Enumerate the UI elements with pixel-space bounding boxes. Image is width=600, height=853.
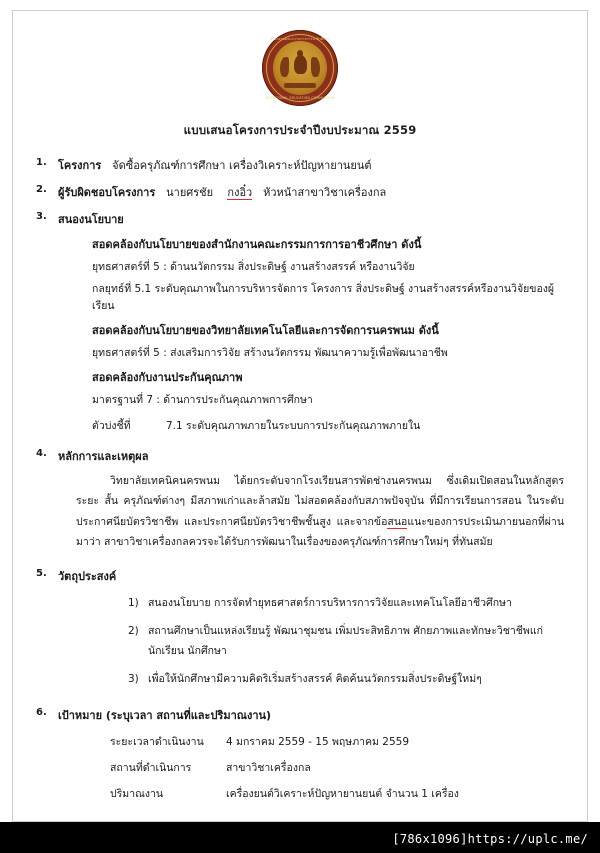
seal-top-text: สำนักงานคณะกรรมการการอาชีวศึกษา [270,37,330,41]
policy-3-indicator-key: ตัวบ่งชี้ที่ [92,420,131,432]
policy-2-strategy: ยุทธศาสตร์ที่ 5 : ส่งเสริมการวิจัย สร้างนวัตกรรม พัฒนาความรู้เพื่อพัฒนาอาชีพ [92,347,448,359]
section-3 [36,210,566,228]
target-row-key: ระยะเวลาดำเนินงาน [110,735,204,748]
footer-watermark-bar [0,822,600,853]
objective-marker: 1) [128,596,139,609]
section-4 [36,447,566,465]
policy-3-indicator [92,417,566,434]
policy-1-tactic: กลยุทธ์ที่ 5.1 ระดับคุณภาพในการบริหารจัดการ โครงการ สิ่งประดิษฐ์ งานสร้างสรรค์หรืองานวิจัยของผู้เรียน [92,283,555,312]
objective-text: สนองนโยบาย การจัดทำยุทธศาสตร์การบริหารการวิจัยและเทคโนโลยีอาชีวศึกษา [148,596,512,609]
vocational-education-seal-icon [262,30,338,106]
policy-3-indicator-value: 7.1 ระดับคุณภาพภายในระบบการประกันคุณภาพภายใน [166,420,421,432]
target-row [110,785,566,802]
objective-item [128,622,558,661]
rationale-line-4: สาขาวิชาเครื่องกลควรจะได้รับการพัฒนาในเรื่องของครุภัณฑ์การศึกษาใหม่ๆ ที่ทันสมัย [103,536,493,549]
section-1 [36,156,566,174]
footer-dimensions: [786x1096] [392,832,468,846]
objective-item [128,670,558,689]
section-1-number: 1. [36,157,47,168]
seal-center-figure [294,55,307,74]
footer-watermark-text [392,832,588,846]
rationale-misspelled-word: สนอ [387,515,408,528]
section-2 [36,183,566,201]
section-2-label: ผู้รับผิดชอบโครงการ [58,186,156,199]
section-6 [36,706,566,724]
rationale-line-3c: แนะของการประเมินภายนอกที่ผ่านมาว่า [76,515,564,549]
section-5-heading: วัตถุประสงค์ [58,569,117,583]
logo-container [0,30,600,106]
page-title: แบบเสนอโครงการประจำปีงบประมาณ 2559 [183,123,417,137]
objective-item [128,594,558,613]
objective-text: สถานศึกษาเป็นแหล่งเรียนรู้ พัฒนาชุมชน เพิ่มประสิทธิภาพ ศักยภาพและทักษะวิชาชีพแก่นักเรียน นักศึกษา [148,625,543,657]
target-row-value: 4 มกราคม 2559 - 15 พฤษภาคม 2559 [226,735,410,748]
responsible-person-lastname: กงอิ๋ว [227,186,253,199]
policy-2-label: สอดคล้องกับนโยบายของวิทยาลัยเทคโนโลยีและการจัดการนครพนม ดังนี้ [92,324,439,337]
rationale-line-2: สั้น ครุภัณฑ์ต่างๆ มีสภาพเก่าและล้าสมัย ไม่สอดคล้องกับสภาพปัจจุบัน ที่มีการเรียนการสอน ในระดับ [104,495,564,508]
rationale-line-3a: ประกาศนียบัตรวิชาชีพ และประกาศนียบัตรวิชาชีพชั้นสูง และจากข้อ [76,515,388,528]
target-row-key: สถานที่ดำเนินการ [110,761,192,774]
seal-left-wing [280,57,289,77]
section-1-value: จัดซื้อครุภัณฑ์การศึกษา เครื่องวิเคราะห์ปัญหายานยนต์ [112,159,372,172]
document-body [36,156,566,802]
target-row-value: สาขาวิชาเครื่องกล [226,761,311,774]
target-table [110,733,566,802]
seal-base [284,83,316,88]
objective-marker: 2) [128,625,139,638]
section-3-heading: สนองนโยบาย [58,213,124,226]
target-row [110,759,566,776]
section-6-heading: เป้าหมาย (ระบุเวลา สถานที่และปริมาณงาน) [58,708,272,722]
responsible-person-firstname: นายศรชัย [166,186,214,199]
section-1-heading [58,156,372,174]
footer-url: https://uplc.me/ [467,832,588,846]
section-4-number: 4. [36,448,47,459]
policy-1-label: สอดคล้องกับนโยบายของสำนักงานคณะกรรมการการอาชีวศึกษา ดังนี้ [92,238,422,251]
objective-marker: 3) [128,673,139,686]
section-4-heading: หลักการและเหตุผล [58,450,149,463]
objective-text: เพื่อให้นักศึกษามีความคิดริเริ่มสร้างสรรค์ คิดค้นนวัตกรรมสิ่งประดิษฐ์ใหม่ๆ [148,673,482,686]
section-5-number: 5. [36,567,47,579]
section-2-heading [58,183,386,201]
section-3-number: 3. [36,211,47,222]
rationale-paragraph [76,471,564,553]
policy-3-label: สอดคล้องกับงานประกันคุณภาพ [92,371,243,384]
responsible-person-position: หัวหน้าสาขาวิชาเครื่องกล [263,186,387,199]
rationale-line-1: วิทยาลัยเทคนิคนครพนม ได้ยกระดับจากโรงเรียนสารพัดช่างนครพนม ซึ่งเดิมเปิดสอนในหลักสูตรระยะ [76,475,564,508]
target-row [110,733,566,750]
seal-bottom-text: VOCATIONAL EDUCATION COMMISSION [265,96,335,100]
section-5 [36,567,566,585]
section-6-number: 6. [36,706,47,718]
section-1-label: โครงการ [58,159,102,172]
seal-inner-disc [273,41,327,95]
target-row-key: ปริมาณงาน [110,787,164,800]
objective-list [128,594,558,690]
section-2-number: 2. [36,184,47,195]
seal-right-wing [311,57,320,77]
policy-1-strategy: ยุทธศาสตร์ที่ 5 : ด้านนวัตกรรม สิ่งประดิษฐ์ งานสร้างสรรค์ หรืองานวิจัย [92,261,415,273]
target-row-value: เครื่องยนต์วิเคราะห์ปัญหายานยนต์ จำนวน 1 เครื่อง [226,787,459,800]
policy-3-standard: มาตรฐานที่ 7 : ด้านการประกันคุณภาพการศึกษา [92,394,313,406]
